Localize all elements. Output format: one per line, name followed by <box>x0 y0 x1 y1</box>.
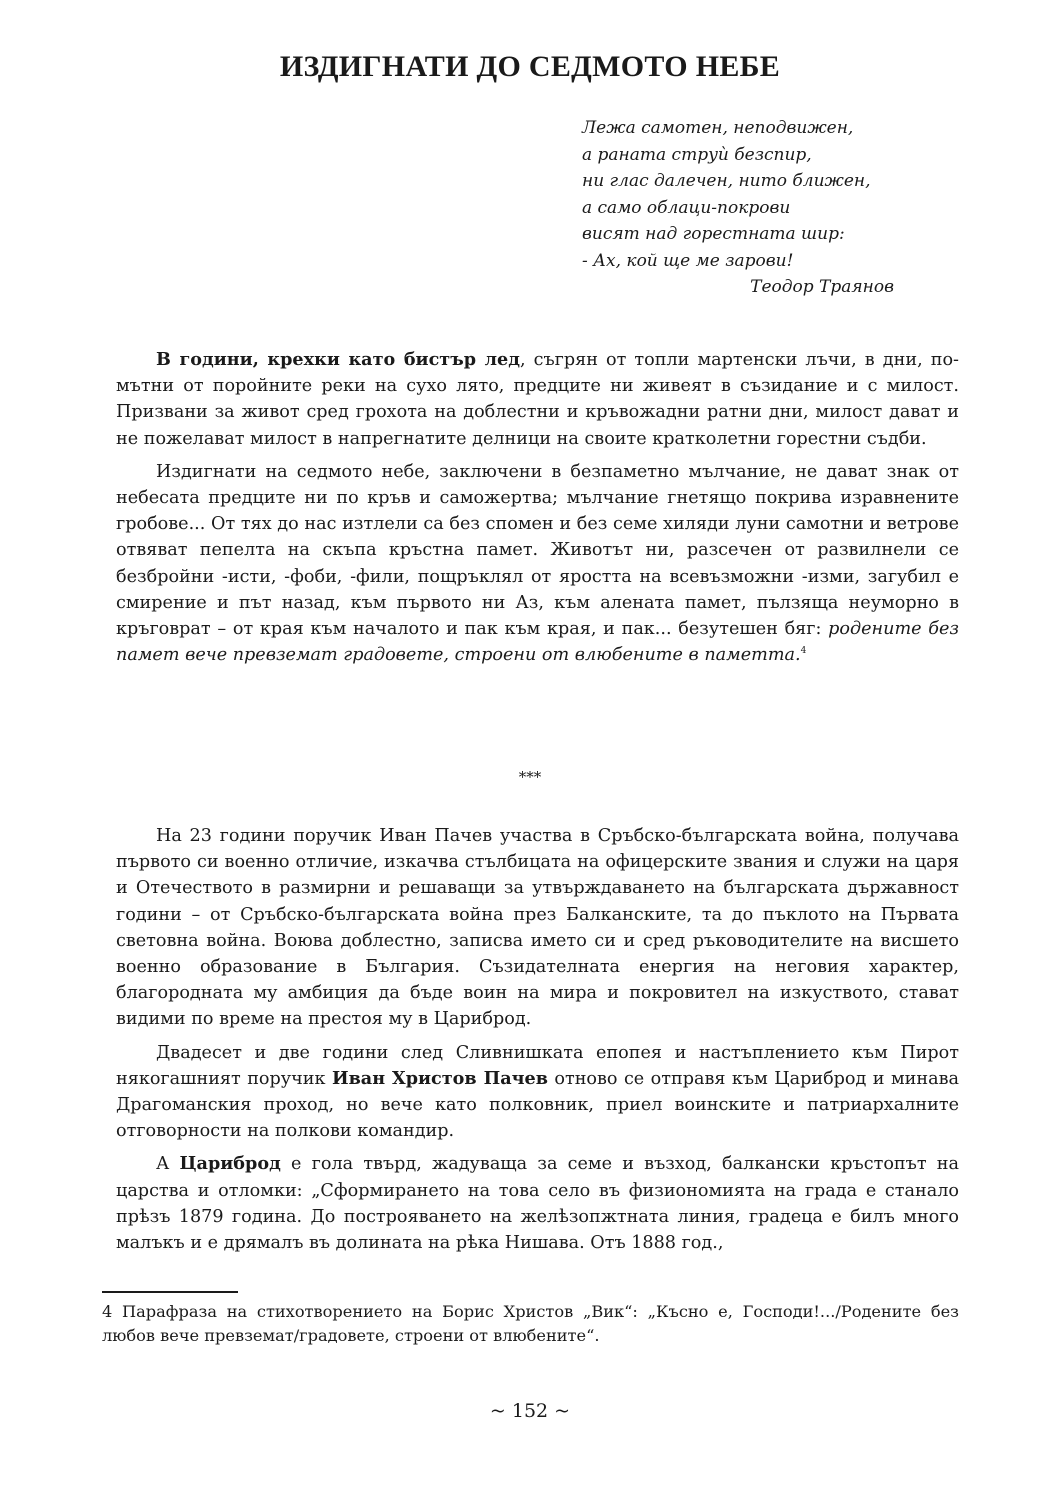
paragraph-lead-bold: В години, крехки като бистър лед <box>156 349 520 370</box>
page-title: ИЗДИГНАТИ ДО СЕДМОТО НЕБЕ <box>279 50 781 83</box>
footnote-divider <box>102 1291 238 1293</box>
paragraph <box>116 347 959 452</box>
epigraph <box>582 115 912 301</box>
epigraph-line: а раната струѝ безспир, <box>582 144 812 165</box>
epigraph-author: Теодор Траянов <box>750 277 894 297</box>
epigraph-line: висят над горестната шир: <box>582 224 845 244</box>
paragraph <box>116 1151 959 1256</box>
paragraph <box>116 823 959 1033</box>
section-main <box>116 823 959 1263</box>
epigraph-line: Лежа самотен, неподвижен, <box>582 118 854 138</box>
section-intro <box>116 347 959 675</box>
epigraph-line: ни глас далечен, нито ближен, <box>582 171 871 191</box>
section-separator: *** <box>518 768 542 786</box>
paragraph <box>116 1040 959 1145</box>
page-number: ~ 152 ~ <box>489 1400 571 1422</box>
paragraph-text: На 23 години поручик Иван Пачев участва в Сръбско-българската война, получава първото си военно отличие, изкачва стълбицата на офицерските звания и служи на царя и Отечеството в размирни и решаващи за утвърждаването на българската държавност години – от Сръбско-българската война през Балканските, та до пъклото на Първата световна война. Воюва доблестно, записва името си и сред ръководителите на висшето военно образование в България. Съзидателната енергия на неговия характер, благородната му амбиция да бъде воин на мира и покровител на изкуството, стават видими по време на престоя му в Цариброд. <box>116 826 959 1030</box>
paragraph-text: А <box>156 1154 180 1175</box>
paragraph-text: Двадесет и две години след Сливнишката епопея и настъплението към Пирот някогашният поручик <box>116 1042 959 1089</box>
footnote: 4 Парафраза на стихотворението на Борис Христов „Вик“: „Късно е, Господи!.../Родените без любов вече превземат/градовете, строени от влюбените“. <box>102 1302 959 1345</box>
footnote-reference[interactable]: 4 <box>800 646 807 657</box>
paragraph-text: отново се отправя към Цариброд и минава Драгоманския проход, но вече като полковник, приел воинските и патриархалните отговорности на полкови командир. <box>116 1068 959 1142</box>
paragraph-place-bold: Цариброд <box>179 1153 281 1175</box>
epigraph-line: - Ах, кой ще ме зарови! <box>582 250 794 271</box>
paragraph-quote-italic: родените без памет вече превземат градовете, строени от влюбените в паметта. <box>116 619 959 666</box>
paragraph-text: е гола твърд, жадуваща за семе и възход, балкански кръстопът на царства и отломки: „Сформирането на това село въ физиономията на града е станало прѣзъ 1879 година. До построяването на желѣзопжтната линия, градеца е билъ много малъкъ и е дрямалъ въ долината на рѣка Нишава. Отъ 1888 год., <box>116 1154 959 1254</box>
paragraph-name-bold: Иван Христов Пачев <box>331 1067 548 1089</box>
epigraph-line: а само облаци-покрови <box>582 197 791 218</box>
paragraph <box>116 459 959 669</box>
paragraph-text: , съгрян от топли мартенски лъчи, в дни, по-мътни от поройните реки на сухо лято, предците ни живеят в съзидание и с милост. Призвани за живот сред грохота на доблестни и кръвожадни ратни дни, милост дават и не пожелават милост в напрегнатите делници на своите краткoлетни горестни съдби. <box>116 350 959 449</box>
paragraph-text: Издигнати на седмото небе, заключени в безпаметно мълчание, не дават знак от небесата предците ни по кръв и саможертва; мълчание гнетящо покрива изравнените гробове... От тях до нас изтлели са без спомен и без семе хиляди луни самотни и ветрове отвяват пепелта на скъпа кръстна памет. Животът ни, разсечен от развилнели се безбройни -исти, -фоби, -фили, пощръклял от яростта на всевъзможни -изми, загубил е смирение и път назад, към първото ни Аз, към алената памет, пълзяща неуморно в кръговрат – от края към началото и пак към края, и пак... безутешен бяг: <box>116 461 959 640</box>
